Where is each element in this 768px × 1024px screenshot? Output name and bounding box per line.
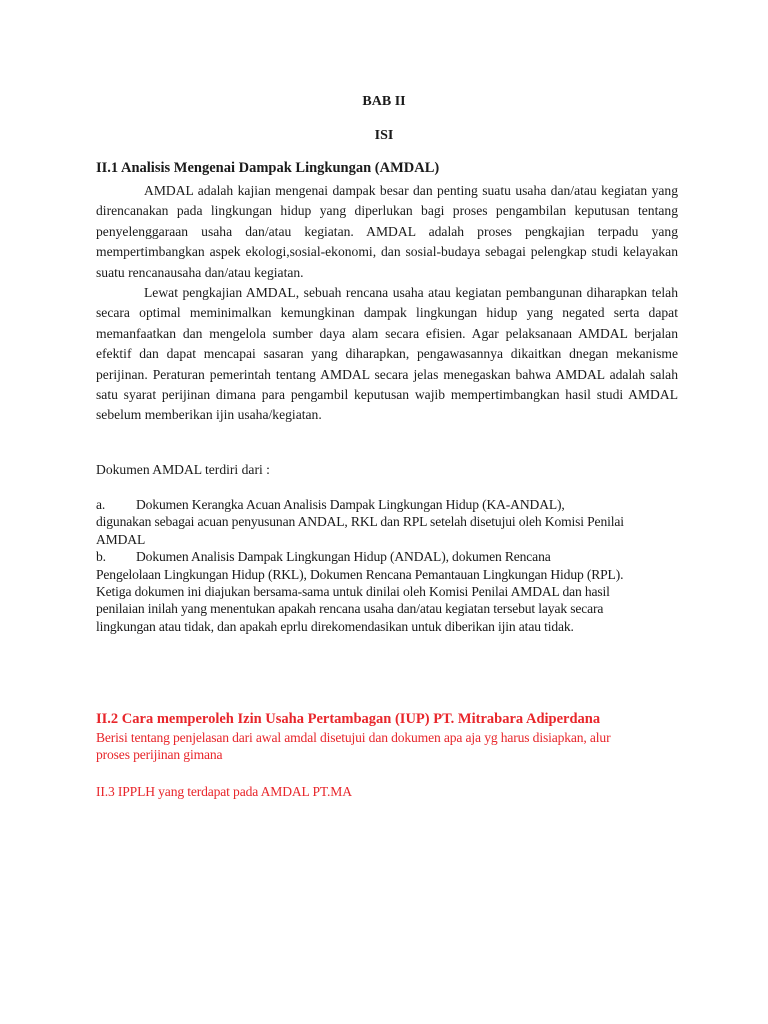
doc-intro: Dokumen AMDAL terdiri dari : [96,462,270,477]
list-item-first-line: Dokumen Kerangka Acuan Analisis Dampak Lingkungan Hidup (KA-ANDAL), [136,497,565,512]
list-item-first-line: Dokumen Analisis Dampak Lingkungan Hidup (ANDAL), dokumen Rencana [136,549,551,565]
list-marker: a. [96,497,106,512]
section3-heading: II.3 IPPLH yang terdapat pada AMDAL PT.MA [96,784,352,799]
chapter-subtitle: ISI [374,128,394,143]
section2-heading: II.2 Cara memperoleh Izin Usaha Pertambagan (IUP) PT. Mitrabara Adiperdana [96,711,601,727]
section1-body [96,181,678,426]
list-marker: b. [96,549,106,565]
section1-paragraph: Lewat pengkajian AMDAL, sebuah rencana usaha atau kegiatan pembangunan diharapkan telah secara optimal meminimalkan kemungkinan dampak lingkungan hidup yang negated serta dapat memanfaatkan dan mengelola sumber daya alam secara efisien. Agar pelaksanaan AMDAL berjalan efektif dan dapat mencapai sasaran yang diharapkan, pengawasannya dikaitkan dnegan mekanisme perijinan. Peraturan pemerintah tentang AMDAL secara jelas menegaskan bahwa AMDAL adalah salah satu syarat perijinan dimana para pengambil keputusan wajib mempertimbangkan hasil studi AMDAL sebelum memberikan ijin usaha/kegiatan. [96,285,678,423]
list-item [96,548,656,635]
section1-heading: II.1 Analisis Mengenai Dampak Lingkungan (AMDAL) [96,160,440,176]
section2-note: Berisi tentang penjelasan dari awal amdal disetujui dan dokumen apa aja yg harus disiapkan, alur proses perijinan gimana [96,730,611,763]
list-item [96,496,656,548]
list-item-continuation: Pengelolaan Lingkungan Hidup (RKL), Dokumen Rencana Pemantauan Lingkungan Hidup (RPL). Ketiga dokumen ini diajukan bersama-sama untuk dinilai oleh Komisi Penilai AMDAL dan hasil penilaian inilah yang menentukan apakah rencana usaha dan/atau kegiatan tersebut layak secara lingkungan atau tidak, dan apakah eprlu direkomendasikan untuk diberikan ijin atau tidak. [96,566,624,634]
list-item-continuation: digunakan sebagai acuan penyusunan ANDAL, RKL dan RPL setelah disetujui oleh Komisi Penilai AMDAL [96,514,624,547]
section1-paragraph: AMDAL adalah kajian mengenai dampak besar dan penting suatu usaha dan/atau kegiatan yang direncanakan pada lingkungan hidup yang diperlukan bagi proses pengambilan keputusan tentang penyelenggaraan usaha dan/atau kegiatan. AMDAL adalah proses pengkajian terpadu yang mempertimbangkan aspek ekologi,sosial-ekonomi, dan sosial-budaya sebagai pelengkap studi kelayakan suatu rencanausaha dan/atau kegiatan. [96,183,678,280]
chapter-title: BAB II [362,94,406,109]
doc-list [96,496,656,635]
